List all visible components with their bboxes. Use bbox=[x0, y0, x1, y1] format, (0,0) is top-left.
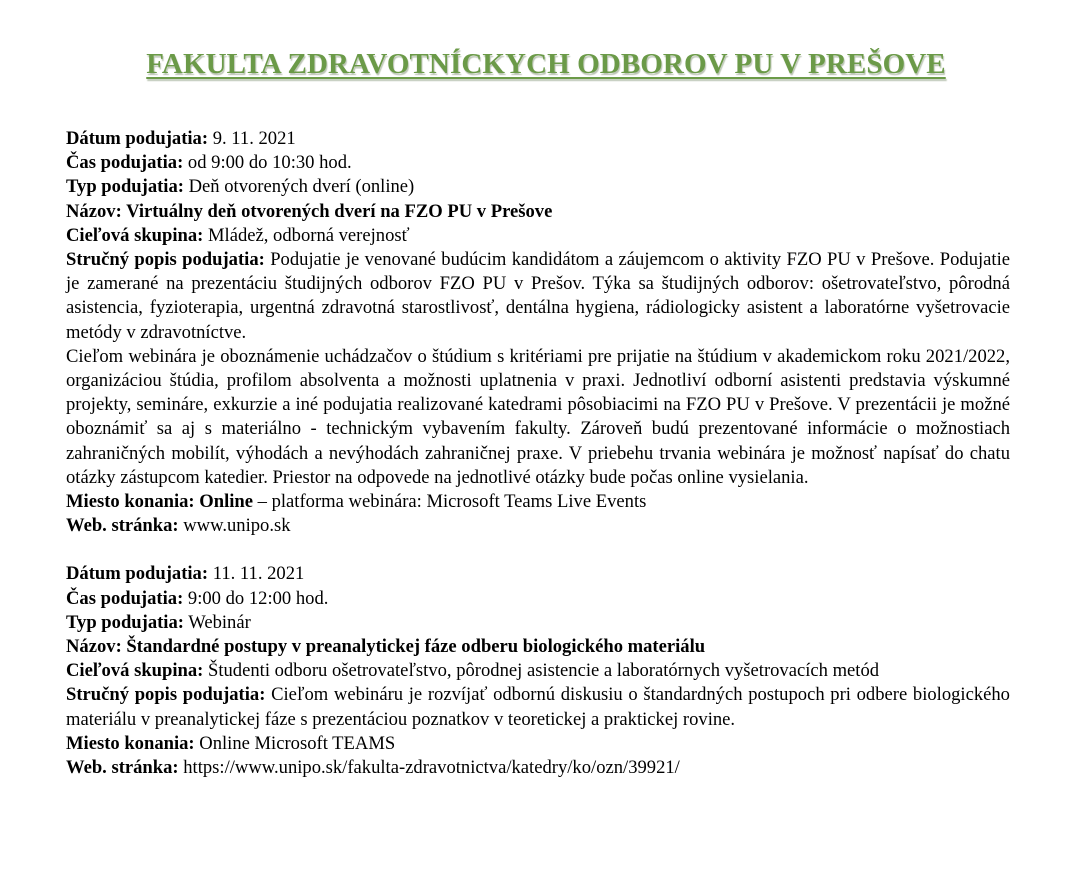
event-audience-value: Mládež, odborná verejnosť bbox=[203, 224, 410, 246]
event-date-value: 9. 11. 2021 bbox=[208, 128, 296, 149]
event-web bbox=[66, 756, 1010, 780]
event-time-value: od 9:00 do 10:30 hod. bbox=[183, 152, 352, 174]
event-type-value: Webinár bbox=[183, 611, 251, 633]
event-place bbox=[66, 732, 1010, 756]
event-2 bbox=[66, 562, 1010, 780]
event-date-value: 11. 11. 2021 bbox=[208, 563, 305, 585]
event-description-label: Stručný popis podujatia: bbox=[66, 684, 266, 706]
event-1 bbox=[66, 127, 1010, 538]
event-type-value: Deň otvorených dverí (online) bbox=[183, 176, 415, 198]
event-web bbox=[66, 514, 1010, 538]
event-date-label: Dátum podujatia: bbox=[66, 128, 209, 149]
event-place-value: Online Microsoft TEAMS bbox=[194, 732, 396, 754]
event-audience-label: Cieľová skupina: bbox=[66, 660, 204, 682]
event-name-value: Virtuálny deň otvorených dverí na FZO PU v Prešove bbox=[126, 200, 553, 222]
event-type-label: Typ podujatia: bbox=[66, 176, 184, 198]
section-spacer bbox=[66, 538, 1010, 562]
event-place-label: Miesto konania: bbox=[66, 732, 195, 754]
event-place-label: Miesto konania: Online bbox=[66, 491, 253, 513]
event-description-label: Stručný popis podujatia: bbox=[66, 249, 265, 271]
event-description bbox=[66, 248, 1010, 345]
event-name bbox=[66, 635, 1010, 659]
event-description bbox=[66, 683, 1010, 731]
event-web-value: www.unipo.sk bbox=[178, 515, 291, 537]
event-time-label: Čas podujatia: bbox=[66, 587, 184, 609]
event-type-label: Typ podujatia: bbox=[66, 611, 184, 633]
event-name-label: Názov: bbox=[66, 636, 127, 658]
event-web-value: https://www.unipo.sk/fakulta-zdravotnictva/katedry/ko/ozn/39921/ bbox=[178, 757, 680, 779]
event-web-label: Web. stránka: bbox=[66, 757, 179, 779]
event-description-value: Podujatie je venované budúcim kandidátom a záujemcom o aktivity FZO PU v Prešove. Podujatie je zamerané na prezentáciu študijných odborov FZO PU v Prešov. Týka sa študijných odborov: ošetrovateľstvo, pôrodná asistencia, fyzioterapia, urgentná zdravotná starostlivosť, dentálna hygiena, rádiologicky asistent a laboratórne vyšetrovacie metódy v zdravotníctve. bbox=[66, 249, 1010, 343]
event-time-label: Čas podujatia: bbox=[66, 152, 184, 174]
event-name-value: Štandardné postupy v preanalytickej fáze odberu biologického materiálu bbox=[126, 636, 706, 658]
event-date-label: Dátum podujatia: bbox=[66, 563, 209, 585]
event-time bbox=[66, 151, 1010, 175]
event-description-value: Cieľom webináru je rozvíjať odbornú diskusiu o štandardných postupoch pri odbere biologického materiálu v preanalytickej fáze s prezentáciou poznatkov v teoretickej a praktickej rovine. bbox=[66, 684, 1010, 730]
event-place-value: – platforma webinára: Microsoft Teams Live Events bbox=[253, 491, 647, 513]
event-time bbox=[66, 587, 1010, 611]
event-audience-value: Študenti odboru ošetrovateľstvo, pôrodnej asistencie a laboratórnych vyšetrovacích metód bbox=[203, 660, 880, 682]
event-description-extra: Cieľom webinára je oboznámenie uchádzačov o štúdium s kritériami pre prijatie na štúdium v akademickom roku 2021/2022, organizáciou štúdia, profilom absolventa a možnosti uplatnenia v praxi. Jednotliví odborní asistenti predstavia výskumné projekty, semináre, exkurzie a iné podujatia realizované katedrami pôsobiacimi na FZO PU v Prešove. V prezentácii je možné oboznámiť sa aj s materiálno - technickým vybavením fakulty. Zároveň budú prezentované informácie o možnostiach zahraničných mobilít, výhodách a nevýhodách zahraničnej praxe. V priebehu trvania webinára je možnosť napísať do chatu otázky zástupcom katedier. Priestor na odpovede na jednotlivé otázky bude počas online vysielania. bbox=[66, 345, 1010, 488]
event-name-label: Názov: bbox=[66, 200, 127, 222]
event-time-value: 9:00 do 12:00 hod. bbox=[183, 587, 329, 609]
event-date bbox=[66, 562, 1010, 586]
event-type bbox=[66, 175, 1010, 199]
event-audience-label: Cieľová skupina: bbox=[66, 224, 204, 246]
event-place bbox=[66, 490, 1010, 514]
event-type bbox=[66, 611, 1010, 635]
event-date bbox=[66, 127, 1010, 151]
document-content bbox=[66, 127, 1010, 780]
event-web-label: Web. stránka: bbox=[66, 515, 179, 537]
event-name bbox=[66, 200, 1010, 224]
event-audience bbox=[66, 224, 1010, 248]
page-title: FAKULTA ZDRAVOTNÍCKYCH ODBOROV PU V PREŠOVE bbox=[146, 48, 946, 80]
event-audience bbox=[66, 659, 1010, 683]
